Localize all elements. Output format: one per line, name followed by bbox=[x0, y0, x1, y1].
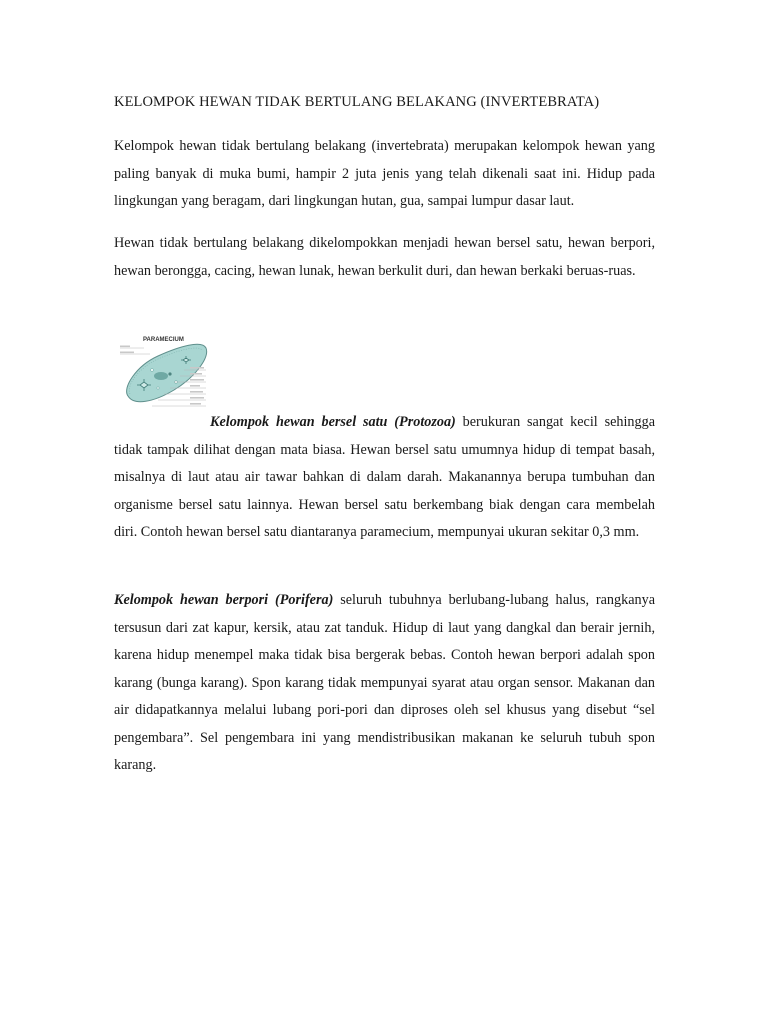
paragraph-protozoa bbox=[114, 409, 655, 547]
paragraph-intro: Kelompok hewan tidak bertulang belakang (invertebrata) merupakan kelompok hewan yang paling banyak di muka bumi, hampir 2 juta jenis yang telah dikenali saat ini. Hidup pada lingkungan yang beragam, dari lingkungan hutan, gua, sampai lumpur dasar laut. bbox=[114, 138, 655, 209]
label-text-mark bbox=[190, 367, 204, 369]
label-text-mark bbox=[190, 373, 202, 375]
food-vacuole-shape bbox=[151, 369, 154, 372]
food-vacuole-shape-3 bbox=[157, 387, 159, 389]
label-text-mark bbox=[190, 403, 201, 405]
paragraph-porifera bbox=[114, 587, 655, 780]
document-title: KELOMPOK HEWAN TIDAK BERTULANG BELAKANG (INVERTEBRATA) bbox=[114, 94, 600, 110]
paramecium-diagram-icon bbox=[114, 330, 210, 418]
porifera-description: seluruh tubuhnya berlubang-lubang halus, rangkanya tersusun dari zat kapur, kersik, atau zat tanduk. Hidup di laut yang dangkal dan berair jernih, karena hidup menempel maka tidak bisa bergerak bebas. Contoh hewan berpori adalah spon karang (bunga karang). Spon karang tidak mempunyai syarat atau organ sensor. Makanan dan air didapatkannya melalui lubang pori-pori dan diproses oleh sel khusus yang disebut “sel pengembara”. Sel pengembara ini yang mendistribusikan makanan ke seluruh tubuh spon karang. bbox=[114, 592, 655, 773]
label-text-mark bbox=[120, 346, 130, 348]
cell-body-shape bbox=[127, 344, 207, 401]
figure-caption: PARAMECIUM bbox=[143, 337, 184, 343]
macronucleus-shape bbox=[154, 372, 168, 380]
micronucleus-shape bbox=[168, 372, 171, 375]
protozoa-description: berukuran sangat kecil sehingga tidak tampak dilihat dengan mata biasa. Hewan bersel satu umumnya hidup di tempat basah, misalnya di laut atau air tawar bahkan di dalam darah. Makanannya berupa tumbuhan dan organisme bersel satu lainnya. Hewan bersel satu berkembang biak dengan cara membelah diri. Contoh hewan bersel satu diantaranya paramecium, mempunyai ukuran sekitar 0,3 mm. bbox=[114, 414, 656, 540]
label-text-mark bbox=[120, 352, 134, 354]
label-text-mark bbox=[190, 391, 203, 393]
label-text-mark bbox=[190, 397, 204, 399]
paragraph-classification: Hewan tidak bertulang belakang dikelompokkan menjadi hewan bersel satu, hewan berpori, hewan berongga, cacing, hewan lunak, hewan berkulit duri, dan hewan berkaki beruas-ruas. bbox=[114, 235, 655, 279]
label-text-mark bbox=[190, 385, 200, 387]
protozoa-term: Kelompok hewan bersel satu (Protozoa) bbox=[210, 414, 456, 430]
label-text-mark bbox=[190, 379, 204, 381]
paramecium-figure bbox=[114, 330, 210, 418]
porifera-term: Kelompok hewan berpori (Porifera) bbox=[114, 592, 334, 608]
